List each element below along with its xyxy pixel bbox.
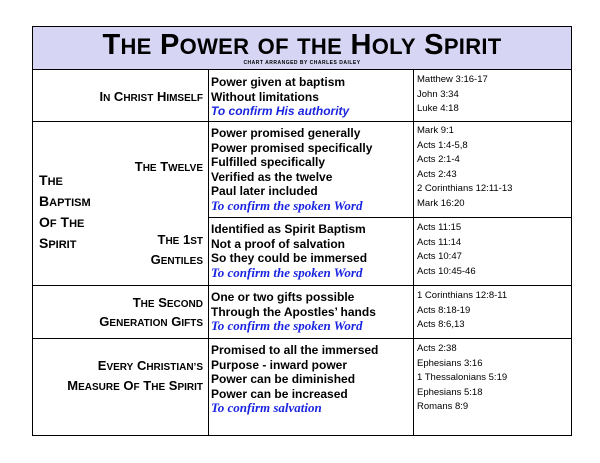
- row-points: [211, 222, 367, 280]
- category-line: GENTILES: [150, 252, 203, 267]
- point: Power given at baptism: [211, 75, 346, 89]
- category-line: THE SECOND: [132, 295, 203, 310]
- point: Paul later included: [211, 184, 318, 199]
- point: So they could be immersed: [211, 251, 368, 266]
- row-points: [211, 126, 372, 214]
- scripture-refs: [417, 124, 512, 212]
- point: Power can be increased: [211, 386, 348, 401]
- point: Power promised generally: [211, 126, 361, 140]
- title-header: [33, 27, 571, 70]
- scripture-refs: [417, 73, 488, 117]
- purpose: To confirm the spoken Word: [211, 197, 363, 213]
- ref: Romans 8:9: [417, 401, 469, 413]
- category-first-gentiles: [151, 232, 203, 269]
- point: Fulfilled specifically: [211, 155, 326, 170]
- column-divider: [208, 69, 209, 435]
- group-label: [39, 171, 91, 255]
- scripture-refs: [417, 289, 507, 333]
- purpose: To confirm the spoken Word: [211, 264, 363, 280]
- category-the-twelve: THE TWELVE: [134, 159, 203, 174]
- purpose: To confirm the spoken Word: [211, 318, 363, 334]
- point: Not a proof of salvation: [211, 236, 346, 251]
- point: Without limitations: [211, 89, 319, 104]
- page-title: THE POWER OF THE HOLY SPIRIT: [102, 29, 502, 61]
- ref: Mark 9:1: [417, 125, 454, 136]
- group-label-line: OF THE: [39, 214, 85, 230]
- group-label-line: BAPTISM: [39, 193, 91, 209]
- row-divider: [33, 338, 571, 339]
- ref: Ephesians 5:18: [417, 386, 483, 398]
- ref: Acts 2:38: [417, 343, 457, 354]
- ref: Acts 2:43: [417, 168, 457, 180]
- category-second-generation-gifts: [99, 295, 203, 331]
- ref: John 3:34: [417, 88, 459, 100]
- purpose: To confirm His authority: [211, 104, 350, 119]
- row-divider: [208, 217, 571, 218]
- row-divider: [33, 285, 571, 286]
- category-line: THE 1ST: [157, 232, 203, 247]
- category-every-christians-measure: [67, 358, 203, 395]
- group-label-line: THE: [39, 172, 63, 188]
- ref: Acts 10:47: [417, 251, 462, 263]
- ref: Acts 11:14: [417, 236, 462, 248]
- ref: Luke 4:18: [417, 103, 459, 115]
- point: Verified as the twelve: [211, 169, 333, 184]
- ref: 1 Corinthians 12:8-11: [417, 290, 508, 301]
- category-line: EVERY CHRISTIAN’S: [97, 358, 203, 373]
- ref: Acts 1:4-5,8: [417, 139, 468, 151]
- ref: Matthew 3:16-17: [417, 74, 488, 85]
- chart-credit: CHART ARRANGED BY CHARLES DAILEY: [243, 60, 361, 66]
- ref: Acts 8:18-19: [417, 304, 471, 316]
- group-label-line: SPIRIT: [39, 235, 77, 251]
- ref: Acts 10:45-46: [417, 265, 476, 277]
- ref: Acts 8:6,13: [417, 319, 465, 331]
- chart: [32, 26, 572, 436]
- ref: Mark 16:20: [417, 197, 465, 209]
- ref: Ephesians 3:16: [417, 357, 483, 369]
- point: Power can be diminished: [211, 372, 356, 387]
- ref: Acts 2:1-4: [417, 154, 460, 166]
- ref: 1 Thessalonians 5:19: [417, 372, 508, 384]
- row-points: [211, 75, 349, 119]
- point: One or two gifts possible: [211, 290, 355, 304]
- point: Promised to all the immersed: [211, 343, 379, 357]
- row-points: [211, 290, 376, 334]
- ref: 2 Corinthians 12:11-13: [417, 183, 513, 195]
- category-line: MEASURE OF THE SPIRIT: [67, 378, 203, 393]
- purpose: To confirm salvation: [211, 400, 322, 416]
- point: Identified as Spirit Baptism: [211, 222, 366, 236]
- ref: Acts 11:15: [417, 222, 462, 233]
- point: Through the Apostles’ hands: [211, 304, 376, 319]
- scripture-refs: [417, 221, 476, 279]
- point: Power promised specifically: [211, 140, 373, 155]
- column-divider: [413, 69, 414, 435]
- category-line: GENERATION GIFTS: [99, 314, 203, 329]
- scripture-refs: [417, 342, 507, 415]
- row-divider: [33, 121, 571, 122]
- category-in-christ-himself: IN CHRIST HIMSELF: [99, 89, 203, 104]
- row-points: [211, 343, 378, 416]
- point: Purpose - inward power: [211, 357, 348, 372]
